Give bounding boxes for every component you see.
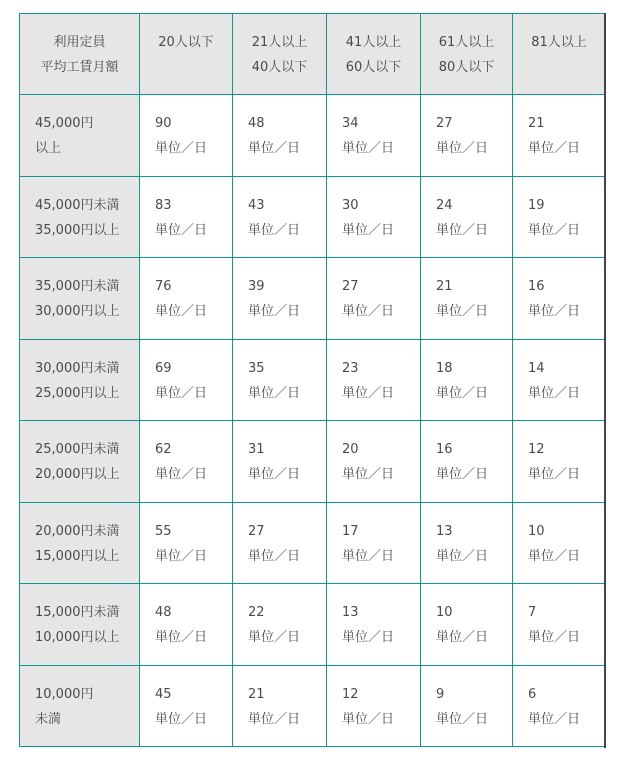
table-row bbox=[20, 665, 606, 747]
unit-cell bbox=[513, 176, 606, 258]
unit-cell bbox=[327, 339, 421, 421]
unit-label: 単位／日 bbox=[342, 222, 395, 238]
table-row bbox=[20, 502, 606, 584]
row-header-line1: 20,000円未満 bbox=[35, 523, 120, 539]
unit-label: 単位／日 bbox=[436, 141, 489, 156]
column-header: 81人以上 bbox=[513, 14, 606, 95]
unit-label: 単位／日 bbox=[436, 385, 489, 401]
unit-cell bbox=[233, 258, 327, 340]
row-header-line2: 以上 bbox=[35, 141, 62, 156]
row-header-line1: 15,000円未満 bbox=[35, 605, 120, 620]
unit-value: 12 bbox=[528, 442, 545, 457]
unit-cell bbox=[233, 584, 327, 666]
unit-label: 単位／日 bbox=[436, 548, 489, 564]
unit-label: 単位／日 bbox=[155, 548, 208, 564]
unit-cell bbox=[327, 502, 421, 584]
unit-cell bbox=[233, 421, 327, 503]
unit-value: 16 bbox=[528, 279, 545, 294]
unit-cell bbox=[421, 665, 513, 747]
unit-value: 13 bbox=[436, 523, 453, 539]
unit-label: 単位／日 bbox=[342, 711, 395, 727]
unit-value: 27 bbox=[248, 523, 265, 539]
unit-label: 単位／日 bbox=[436, 630, 489, 645]
unit-label: 単位／日 bbox=[248, 385, 301, 401]
unit-cell bbox=[327, 95, 421, 177]
unit-label: 単位／日 bbox=[528, 711, 581, 727]
row-header bbox=[20, 258, 140, 340]
unit-label: 単位／日 bbox=[528, 548, 581, 564]
unit-label: 単位／日 bbox=[436, 467, 489, 482]
unit-cell bbox=[140, 502, 233, 584]
unit-value: 62 bbox=[155, 442, 172, 457]
unit-value: 90 bbox=[155, 116, 172, 131]
table-right-edge bbox=[604, 13, 606, 748]
table-row bbox=[20, 339, 606, 421]
unit-cell bbox=[421, 95, 513, 177]
unit-cell bbox=[233, 95, 327, 177]
unit-value: 14 bbox=[528, 360, 545, 376]
unit-cell bbox=[140, 95, 233, 177]
unit-value: 55 bbox=[155, 523, 172, 539]
unit-label: 単位／日 bbox=[528, 141, 581, 156]
unit-value: 21 bbox=[528, 116, 545, 131]
table-row bbox=[20, 95, 606, 177]
unit-cell bbox=[513, 258, 606, 340]
unit-value: 18 bbox=[436, 360, 453, 376]
unit-cell bbox=[513, 502, 606, 584]
unit-value: 35 bbox=[248, 360, 265, 376]
unit-value: 21 bbox=[248, 686, 265, 702]
unit-cell bbox=[140, 665, 233, 747]
unit-value: 17 bbox=[342, 523, 359, 539]
unit-label: 単位／日 bbox=[342, 630, 395, 645]
unit-value: 34 bbox=[342, 116, 359, 131]
row-header bbox=[20, 421, 140, 503]
wage-unit-table bbox=[19, 13, 606, 747]
unit-label: 単位／日 bbox=[248, 222, 301, 238]
unit-label: 単位／日 bbox=[342, 304, 395, 319]
unit-value: 7 bbox=[528, 605, 537, 620]
unit-cell bbox=[233, 665, 327, 747]
unit-cell bbox=[327, 176, 421, 258]
unit-label: 単位／日 bbox=[155, 141, 208, 156]
corner-header: 利用定員 平均工賃月額 bbox=[20, 14, 140, 95]
table-body bbox=[20, 95, 606, 747]
unit-value: 27 bbox=[342, 279, 359, 294]
row-header-line2: 25,000円以上 bbox=[35, 385, 120, 401]
unit-value: 24 bbox=[436, 197, 453, 213]
unit-value: 6 bbox=[528, 686, 537, 702]
unit-cell bbox=[140, 421, 233, 503]
header-row bbox=[20, 14, 606, 95]
unit-label: 単位／日 bbox=[528, 304, 581, 319]
unit-value: 76 bbox=[155, 279, 172, 294]
unit-label: 単位／日 bbox=[528, 467, 581, 482]
row-header bbox=[20, 339, 140, 421]
unit-value: 12 bbox=[342, 686, 359, 702]
row-header bbox=[20, 176, 140, 258]
unit-label: 単位／日 bbox=[436, 711, 489, 727]
column-header: 21人以上 40人以下 bbox=[233, 14, 327, 95]
unit-cell bbox=[233, 176, 327, 258]
unit-value: 31 bbox=[248, 442, 265, 457]
unit-label: 単位／日 bbox=[342, 385, 395, 401]
row-header-line1: 35,000円未満 bbox=[35, 279, 120, 294]
row-header-line2: 10,000円以上 bbox=[35, 630, 120, 645]
unit-label: 単位／日 bbox=[155, 385, 208, 401]
unit-label: 単位／日 bbox=[436, 304, 489, 319]
unit-value: 22 bbox=[248, 605, 265, 620]
table-row bbox=[20, 584, 606, 666]
unit-value: 23 bbox=[342, 360, 359, 376]
unit-label: 単位／日 bbox=[155, 467, 208, 482]
unit-label: 単位／日 bbox=[248, 304, 301, 319]
unit-value: 43 bbox=[248, 197, 265, 213]
unit-value: 13 bbox=[342, 605, 359, 620]
unit-cell bbox=[421, 421, 513, 503]
row-header bbox=[20, 502, 140, 584]
unit-cell bbox=[421, 502, 513, 584]
unit-cell bbox=[513, 421, 606, 503]
row-header-line2: 30,000円以上 bbox=[35, 304, 120, 319]
table-row bbox=[20, 421, 606, 503]
unit-label: 単位／日 bbox=[155, 222, 208, 238]
unit-cell bbox=[327, 258, 421, 340]
unit-cell bbox=[140, 258, 233, 340]
unit-cell bbox=[513, 339, 606, 421]
column-header: 61人以上 80人以下 bbox=[421, 14, 513, 95]
unit-value: 48 bbox=[155, 605, 172, 620]
unit-cell bbox=[421, 339, 513, 421]
unit-label: 単位／日 bbox=[248, 711, 301, 727]
column-header: 41人以上 60人以下 bbox=[327, 14, 421, 95]
unit-value: 20 bbox=[342, 442, 359, 457]
unit-cell bbox=[140, 176, 233, 258]
row-header-line1: 30,000円未満 bbox=[35, 360, 120, 376]
row-header-line1: 45,000円 bbox=[35, 116, 94, 131]
unit-label: 単位／日 bbox=[155, 304, 208, 319]
row-header-line2: 未満 bbox=[35, 711, 62, 727]
row-header-line2: 35,000円以上 bbox=[35, 222, 120, 238]
row-header bbox=[20, 95, 140, 177]
row-header-line2: 20,000円以上 bbox=[35, 467, 120, 482]
unit-cell bbox=[233, 339, 327, 421]
unit-label: 単位／日 bbox=[342, 467, 395, 482]
unit-label: 単位／日 bbox=[528, 222, 581, 238]
unit-label: 単位／日 bbox=[155, 630, 208, 645]
unit-label: 単位／日 bbox=[248, 141, 301, 156]
row-header bbox=[20, 584, 140, 666]
row-header-line1: 25,000円未満 bbox=[35, 442, 120, 457]
table-row bbox=[20, 176, 606, 258]
row-header-line1: 10,000円 bbox=[35, 686, 94, 702]
unit-cell bbox=[421, 176, 513, 258]
row-header bbox=[20, 665, 140, 747]
unit-label: 単位／日 bbox=[528, 385, 581, 401]
unit-cell bbox=[327, 665, 421, 747]
unit-cell bbox=[233, 502, 327, 584]
unit-label: 単位／日 bbox=[342, 141, 395, 156]
unit-label: 単位／日 bbox=[248, 630, 301, 645]
unit-value: 16 bbox=[436, 442, 453, 457]
unit-cell bbox=[421, 258, 513, 340]
column-header: 20人以下 bbox=[140, 14, 233, 95]
unit-value: 9 bbox=[436, 686, 445, 702]
unit-cell bbox=[140, 584, 233, 666]
unit-value: 19 bbox=[528, 197, 545, 213]
unit-cell bbox=[327, 584, 421, 666]
wage-unit-table-container bbox=[19, 13, 606, 747]
unit-cell bbox=[513, 665, 606, 747]
unit-value: 10 bbox=[528, 523, 545, 539]
unit-cell bbox=[327, 421, 421, 503]
unit-cell bbox=[421, 584, 513, 666]
unit-value: 10 bbox=[436, 605, 453, 620]
row-header-line2: 15,000円以上 bbox=[35, 548, 120, 564]
unit-label: 単位／日 bbox=[155, 711, 208, 727]
unit-value: 30 bbox=[342, 197, 359, 213]
unit-label: 単位／日 bbox=[528, 630, 581, 645]
unit-cell bbox=[513, 95, 606, 177]
unit-label: 単位／日 bbox=[342, 548, 395, 564]
unit-label: 単位／日 bbox=[248, 548, 301, 564]
unit-value: 83 bbox=[155, 197, 172, 213]
unit-label: 単位／日 bbox=[436, 222, 489, 238]
unit-cell bbox=[513, 584, 606, 666]
unit-value: 21 bbox=[436, 279, 453, 294]
unit-value: 48 bbox=[248, 116, 265, 131]
table-row bbox=[20, 258, 606, 340]
unit-value: 69 bbox=[155, 360, 172, 376]
unit-value: 39 bbox=[248, 279, 265, 294]
unit-value: 27 bbox=[436, 116, 453, 131]
unit-value: 45 bbox=[155, 686, 172, 702]
unit-label: 単位／日 bbox=[248, 467, 301, 482]
unit-cell bbox=[140, 339, 233, 421]
row-header-line1: 45,000円未満 bbox=[35, 197, 120, 213]
